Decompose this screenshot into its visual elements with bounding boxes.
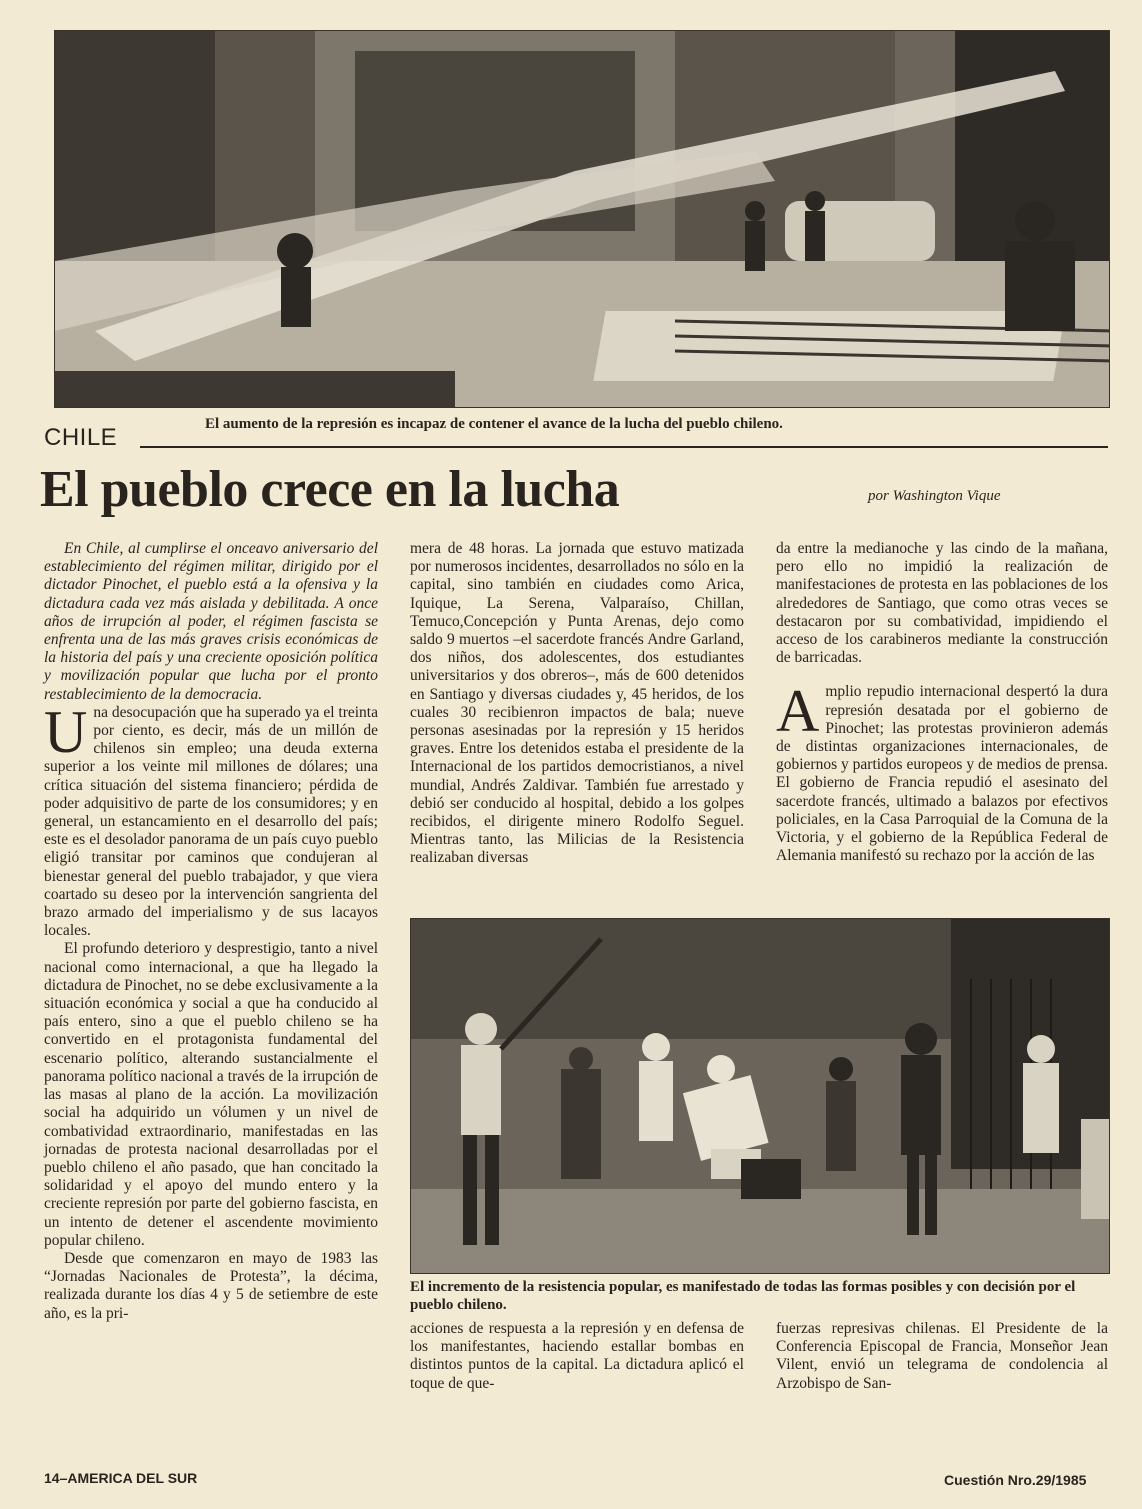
column-3-bottom — [776, 1320, 1108, 1393]
col3-paragraph-1: da entre la medianoche y las cindo de la mañana, pero ello no impidió la realización de manifestaciones de protesta en las poblaciones de los alrededores de Santiago, que como otras veces se destacaron por su combatividad, impidiendo el acceso de los carabineros mediante la construcción de barricadas. — [776, 540, 1108, 667]
footer-left: 14–AMERICA DEL SUR — [44, 1470, 198, 1486]
col1-paragraph-1-text: na desocupación que ha superado ya el treinta por ciento, es decir, más de un millón de chilenos sin empleo; una deuda externa superior a los veinte mil millones de dólares; una crítica situación del sistema financiero; pérdida de poder adquisitivo de parte de los consumidores; y en general, un estancamiento en el desarrollo del país; este es el desolador panorama de un país cuyo pueblo eligió transitar por caminos que condujeran al bienestar general del pueblo trabajador, y que viera coartado su deseo por la intervención sangrienta del brazo armado del imperialismo y de sus lacayos locales. — [44, 703, 378, 940]
col1-paragraph-3: Desde que comenzaron en mayo de 1983 las “Jornadas Nacionales de Protesta”, la décima, realizada durante los días 4 y 5 de setiembre de este año, es la pri- — [44, 1249, 378, 1322]
middle-photo-illustration — [411, 919, 1109, 1273]
col2-paragraph-2: acciones de respuesta a la represión y en defensa de los manifestantes, haciendo estallar bombas en distintos puntos de la capital. La dictadura aplicó el toque de que- — [410, 1320, 744, 1392]
footer-right: Cuestión Nro.29/1985 — [944, 1472, 1087, 1488]
middle-photo-caption: El incremento de la resistencia popular, es manifestado de todas las formas posibles y con decisión por el pueblo chileno. — [410, 1279, 1076, 1313]
top-photo-caption: El aumento de la represión es incapaz de contener el avance de la lucha del pueblo chileno. — [205, 416, 783, 432]
column-3-top — [776, 540, 1108, 865]
headline: El pueblo crece en la lucha — [40, 461, 620, 518]
byline: por Washington Vique — [868, 488, 1001, 504]
drop-cap-a: A — [776, 678, 820, 745]
col3-paragraph-3: fuerzas represivas chilenas. El Presidente de la Conferencia Episcopal de Francia, Monseñor Jean Vilent, envió un telegrama de condolencia al Arzobispo de San- — [776, 1320, 1108, 1392]
column-2-top — [410, 540, 744, 868]
column-1 — [44, 540, 378, 1323]
lead-paragraph: En Chile, al cumplirse el onceavo aniversario del establecimiento del régimen militar, dirigido por el dictador Pinochet, el pueblo está a la ofensiva y la dictadura cada vez más aislada y debilitada. A once años de irrupción al poder, el régimen fascista se enfrenta una de las más graves crisis económicas de la historia del país y una creciente oposición política y movilización popular que lucha por el pronto restablecimiento de la democracia. — [44, 540, 378, 703]
middle-photo — [410, 918, 1110, 1274]
col3-paragraph-2 — [776, 678, 1108, 865]
column-2-bottom — [410, 1320, 744, 1393]
col1-paragraph-1 — [44, 698, 378, 941]
drop-cap-u: U — [44, 698, 88, 765]
top-photo — [54, 30, 1110, 408]
top-photo-illustration — [55, 31, 1109, 407]
col2-paragraph-1: mera de 48 horas. La jornada que estuvo matizada por numerosos incidentes, desarrollados no sólo en la capital, sino también en ciudades como Arica, Iquique, La Serena, Valparaíso, Chillan, Temuco,Concepción y Punta Arenas, dejo como saldo 9 muertos –el sacerdote francés Andre Garland, dos niños, dos adolescentes, dos estudiantes universitarios y dos obreros–, más de 600 detenidos en Santiago y diversas ciudades y, 45 heridos, de los cuales 30 recibienron impactos de bala; nueve personas asesinadas por la represión y 15 heridos graves. Entre los detenidos estaba el presidente de la Internacional de los partidos democristianos, a nivel mundial, Andrés Zaldivar. También fue arrestado y debió ser conducido al hospital, debido a los golpes recibidos, el dirigente minero Rodolfo Seguel. Mientras tanto, las Milicias de la Resistencia realizaban diversas — [410, 540, 744, 867]
col1-paragraph-2: El profundo deterioro y desprestigio, tanto a nivel nacional como internacional, a que ha llegado la dictadura de Pinochet, no se debe exclusivamente a la situación económica y social a que ha conducido al país entero, sino a que el pueblo chileno se ha convertido en el protagonista fundamental del escenario político, alterando sustancialmente el panorama político nacional a través de la irrupción de las masas al plano de la acción. La movilización social ha adquirido un vólumen y un nivel de combatividad extraordinario, manifestadas en las jornadas de protesta nacional desarrolladas por el pueblo chileno el año pasado, que han concitado la solidaridad y el apoyo del mundo entero y la creciente represión por parte del gobierno fascista, en un intento de detener el ascendente movimiento popular chileno. — [44, 940, 378, 1249]
section-rule — [140, 446, 1108, 448]
section-kicker: CHILE — [44, 424, 118, 451]
col3-paragraph-2-text: mplio repudio internacional despertó la dura represión desatada por el gobierno de Pinochet; las protestas provinieron además de distintas organizaciones internacionales, de gobiernos y partidos europeos y de medios de prensa. El gobierno de Francia repudió el asesinato del sacerdote francés, ultimado a balazos por efectivos policiales, en la Casa Parroquial de la Comuna de la Victoria, y el gobierno de la República Federal de Alemania manifestó su rechazo por la acción de las — [776, 683, 1108, 865]
